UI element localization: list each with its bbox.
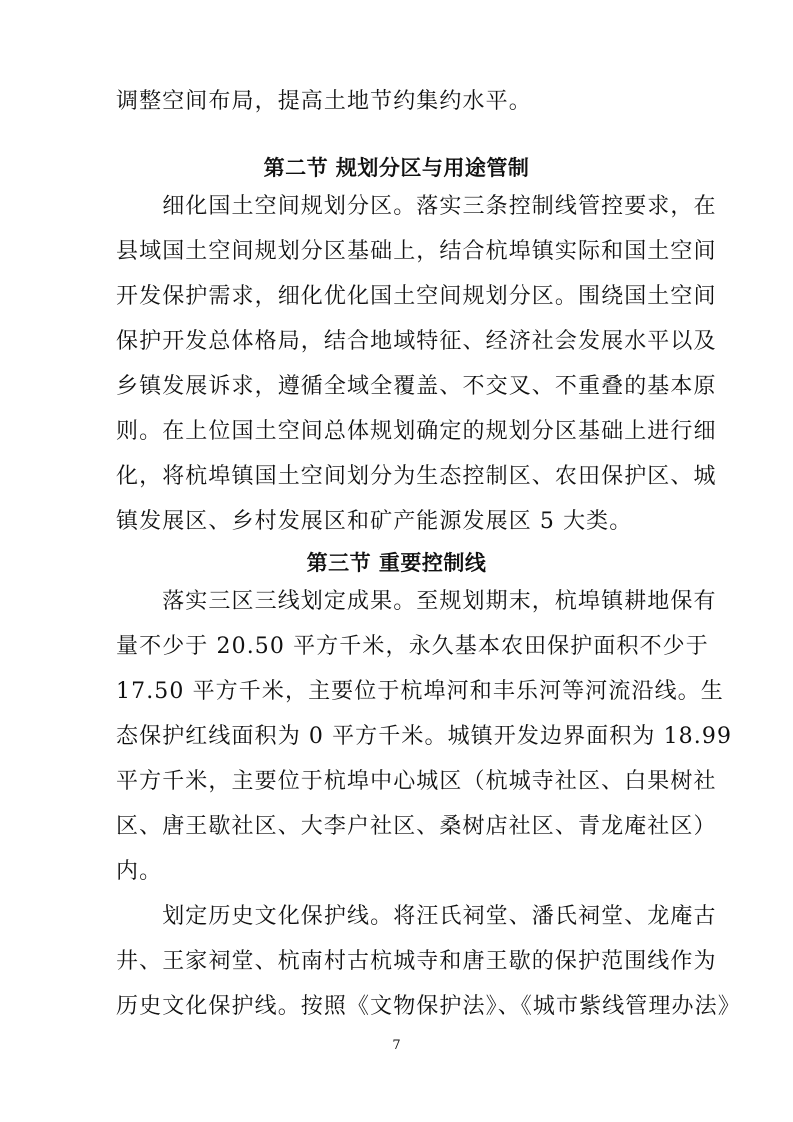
text-line: 开发保护需求，细化优化国土空间规划分区。围绕国土空间 (116, 284, 717, 309)
text-line: 落实三区三线划定成果。至规划期末，杭埠镇耕地保有 (116, 589, 717, 614)
text-line: 井、王家祠堂、杭南村古杭城寺和唐王歇的保护范围线作为 (116, 949, 717, 974)
section-heading-2: 第二节 规划分区与用途管制 (263, 155, 530, 180)
text-line: 乡镇发展诉求，遵循全域全覆盖、不交叉、不重叠的基本原 (116, 374, 717, 399)
text-line: 保护开发总体格局，结合地域特征、经济社会发展水平以及 (116, 329, 717, 354)
text-line: 则。在上位国土空间总体规划确定的规划分区基础上进行细 (116, 419, 717, 444)
text-line: 区、唐王歇社区、大李户社区、桑树店社区、青龙庵社区） (116, 814, 717, 839)
text-line: 17.50 平方千米，主要位于杭埠河和丰乐河等河流沿线。生 (116, 679, 724, 704)
text-line: 平方千米，主要位于杭埠中心城区（杭城寺社区、白果树社 (116, 769, 717, 794)
text-line: 划定历史文化保护线。将汪氏祠堂、潘氏祠堂、龙庵古 (116, 904, 717, 929)
text-line: 调整空间布局，提高土地节约集约水平。 (116, 89, 532, 114)
text-line: 化，将杭埠镇国土空间划分为生态控制区、农田保护区、城 (116, 464, 717, 489)
text-line: 态保护红线面积为 0 平方千米。城镇开发边界面积为 18.99 (116, 724, 733, 749)
page-number: 7 (392, 1038, 401, 1053)
text-line: 历史文化保护线。按照《文物保护法》、《城市紫线管理办法》 (116, 994, 741, 1019)
text-line: 细化国土空间规划分区。落实三条控制线管控要求，在 (116, 194, 717, 219)
text-line: 量不少于 20.50 平方千米，永久基本农田保护面积不少于 (116, 634, 709, 659)
text-line: 镇发展区、乡村发展区和矿产能源发展区 5 大类。 (116, 509, 633, 534)
text-line: 县域国土空间规划分区基础上，结合杭埠镇实际和国土空间 (116, 239, 717, 264)
section-heading-3: 第三节 重要控制线 (306, 550, 487, 575)
text-line: 内。 (116, 859, 163, 884)
